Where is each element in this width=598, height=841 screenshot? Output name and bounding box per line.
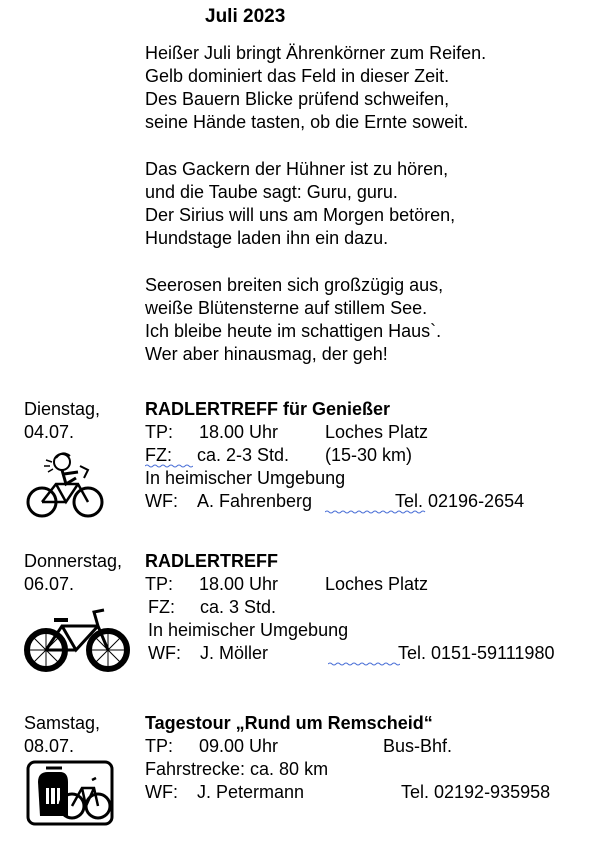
- event-weekday: Samstag,: [24, 713, 101, 733]
- leader-row: [145, 781, 551, 804]
- wf-name: J. Petermann: [197, 782, 305, 802]
- wf-label: WF:: [145, 782, 178, 802]
- poem-line: Des Bauern Blicke prüfend schweifen,: [145, 89, 450, 109]
- event-day: 08.07.: [24, 736, 75, 756]
- event-heading: Tagestour „Rund um Remscheid“: [145, 713, 433, 733]
- distance-row: Fahrstrecke: ca. 80 km: [145, 759, 329, 779]
- bike-and-backpack-icon: [26, 760, 114, 826]
- wf-name: A. Fahrenberg: [197, 491, 313, 511]
- tp-place: Loches Platz: [325, 422, 429, 442]
- meeting-point-row: [145, 735, 453, 758]
- spellcheck-underline: [328, 662, 400, 666]
- event-date: [24, 398, 100, 444]
- wf-label: WF:: [148, 643, 181, 663]
- wf-name: J. Möller: [200, 643, 269, 663]
- bicycle-icon: [24, 602, 130, 674]
- fz-value: ca. 2-3 Std.: [197, 445, 290, 465]
- poem-line: Heißer Juli bringt Ährenkörner zum Reifen.: [145, 43, 487, 63]
- poem-line: seine Hände tasten, ob die Ernte soweit.: [145, 112, 469, 132]
- leader-row: [145, 490, 525, 513]
- fz-label: FZ:: [145, 445, 172, 465]
- tp-place: Bus-Bhf.: [383, 736, 453, 756]
- duration-row: [145, 444, 413, 467]
- event-note: In heimischer Umgebung: [148, 620, 349, 640]
- event-date: [24, 550, 122, 596]
- poem-line: Der Sirius will uns am Morgen betören,: [145, 205, 456, 225]
- event-day: 06.07.: [24, 574, 75, 594]
- poem-line: und die Taube sagt: Guru, guru.: [145, 182, 398, 202]
- cyclist-icon: [26, 448, 104, 520]
- tp-label: TP:: [145, 574, 174, 594]
- event-details: [145, 398, 525, 513]
- event-note: In heimischer Umgebung: [145, 468, 346, 488]
- telephone: Tel. 02192-935958: [401, 782, 551, 802]
- poem-line: Wer aber hinausmag, der geh!: [145, 344, 388, 364]
- meeting-point-row: [145, 573, 429, 596]
- poem-stanza-3: [145, 274, 443, 366]
- leader-row: [148, 642, 555, 665]
- tp-label: TP:: [145, 736, 174, 756]
- wf-label: WF:: [145, 491, 178, 511]
- tp-label: TP:: [145, 422, 174, 442]
- meeting-point-row: [145, 421, 429, 444]
- fz-extra: (15-30 km): [325, 445, 413, 465]
- poem-stanza-2: [145, 158, 455, 250]
- event-weekday: Dienstag,: [24, 399, 101, 419]
- event-heading: RADLERTREFF: [145, 551, 278, 571]
- poem-line: Ich bleibe heute im schattigen Haus`.: [145, 321, 442, 341]
- event-date: [24, 712, 100, 758]
- poem-line: Hundstage laden ihn ein dazu.: [145, 228, 389, 248]
- event-heading: RADLERTREFF für Genießer: [145, 399, 391, 419]
- tp-time: 09.00 Uhr: [199, 736, 279, 756]
- telephone: Tel. 02196-2654: [395, 491, 525, 511]
- fz-value: ca. 3 Std.: [200, 597, 277, 617]
- spellcheck-underline: [325, 510, 427, 514]
- event-weekday: Donnerstag,: [24, 551, 123, 571]
- tp-place: Loches Platz: [325, 574, 429, 594]
- poem-stanza-1: [145, 42, 486, 134]
- event-details: [145, 712, 551, 804]
- tp-time: 18.00 Uhr: [199, 574, 279, 594]
- event-details: [145, 550, 555, 665]
- tp-time: 18.00 Uhr: [199, 422, 279, 442]
- poem-line: Gelb dominiert das Feld in dieser Zeit.: [145, 66, 450, 86]
- poem-line: weiße Blütensterne auf stillem See.: [145, 298, 428, 318]
- poem-line: Seerosen breiten sich großzügig aus,: [145, 275, 444, 295]
- event-day: 04.07.: [24, 422, 75, 442]
- page-title: Juli 2023: [205, 6, 286, 27]
- poem-line: Das Gackern der Hühner ist zu hören,: [145, 159, 449, 179]
- fz-label: FZ:: [148, 597, 175, 617]
- telephone: Tel. 0151-59111980: [398, 643, 555, 663]
- duration-row: [148, 596, 348, 619]
